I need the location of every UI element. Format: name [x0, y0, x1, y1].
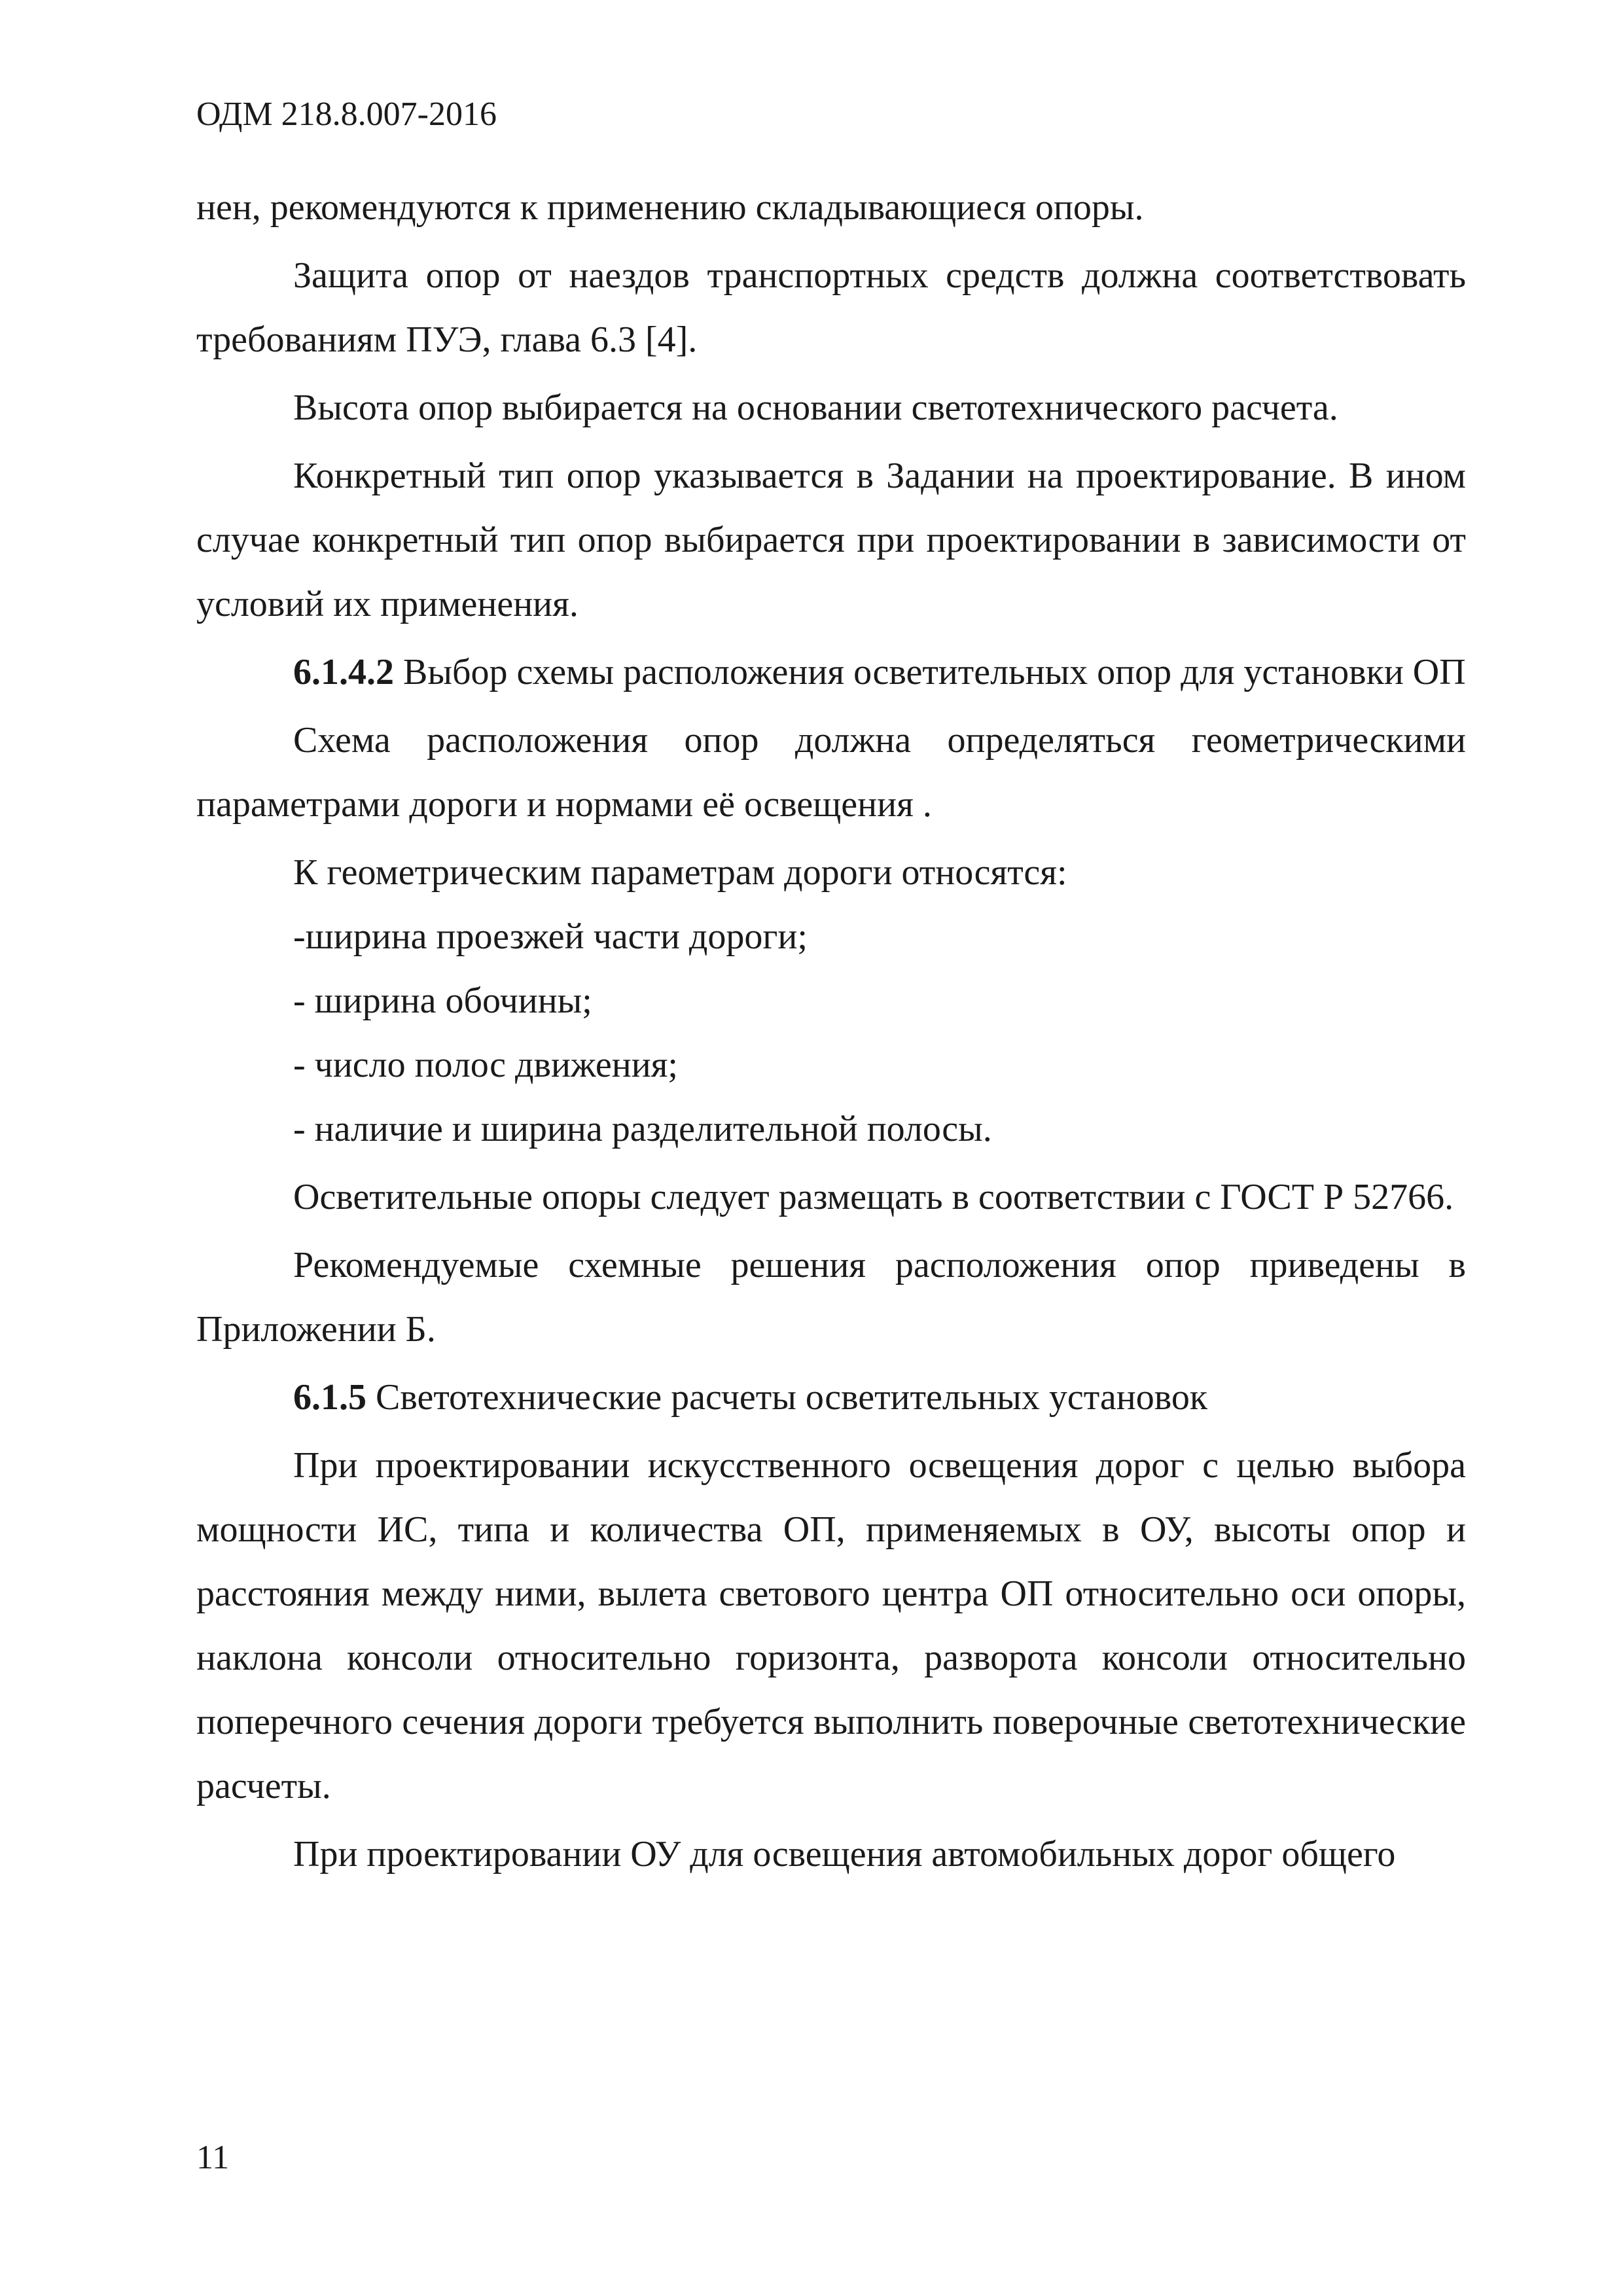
paragraph-height: Высота опор выбирается на основании светотехнического расчета.: [293, 387, 1338, 428]
list-item: - наличие и ширина разделительной полосы.: [293, 1109, 992, 1149]
section-title: Выбор схемы расположения осветительных опор для установки ОП: [394, 652, 1466, 692]
paragraph-calculations: При проектировании искусственного освещения дорог с целью выбора мощности ИС, типа и количества ОП, применяемых в ОУ, высоты опор и расстояния между ними, вылета светового центра ОП относительно оси опоры, наклона консоли относительно горизонта, разворота консоли относительно поперечного сечения дороги требуется выполнить поверочные светотехнические расчеты.: [196, 1445, 1466, 1806]
document-body: [196, 175, 1466, 1886]
paragraph-design: При проектировании ОУ для освещения автомобильных дорог общего: [293, 1834, 1396, 1874]
paragraph-appendix: Рекомендуемые схемные решения расположения опор приведены в Приложении Б.: [196, 1245, 1466, 1350]
list-item: -ширина проезжей части дороги;: [293, 916, 808, 957]
paragraph-geometry-intro: К геометрическим параметрам дороги относятся:: [293, 852, 1067, 893]
paragraph-gost: Осветительные опоры следует размещать в соответствии с ГОСТ Р 52766.: [293, 1177, 1454, 1217]
list-item: - ширина обочины;: [293, 980, 592, 1021]
section-number: 6.1.4.2: [293, 652, 394, 692]
section-title: Светотехнические расчеты осветительных установок: [366, 1377, 1208, 1418]
section-heading-6-1-5: [196, 1365, 1466, 1429]
paragraph-scheme: Схема расположения опор должна определяться геометрическими параметрами дороги и нормами её освещения .: [196, 720, 1466, 825]
page-number: 11: [196, 2139, 230, 2176]
section-number: 6.1.5: [293, 1377, 366, 1418]
paragraph-type: Конкретный тип опор указывается в Задании на проектирование. В ином случае конкретный тип опор выбирается при проектировании в зависимости от условий их применения.: [196, 456, 1466, 624]
paragraph-protection: Защита опор от наездов транспортных средств должна соответствовать требованиям ПУЭ, глава 6.3 [4].: [196, 255, 1466, 360]
document-code-header: ОДМ 218.8.007-2016: [196, 96, 497, 133]
list-item: - число полос движения;: [293, 1045, 678, 1085]
paragraph-continuation: нен, рекомендуются к применению складывающиеся опоры.: [196, 187, 1144, 228]
section-heading-6-1-4-2: [196, 640, 1466, 704]
